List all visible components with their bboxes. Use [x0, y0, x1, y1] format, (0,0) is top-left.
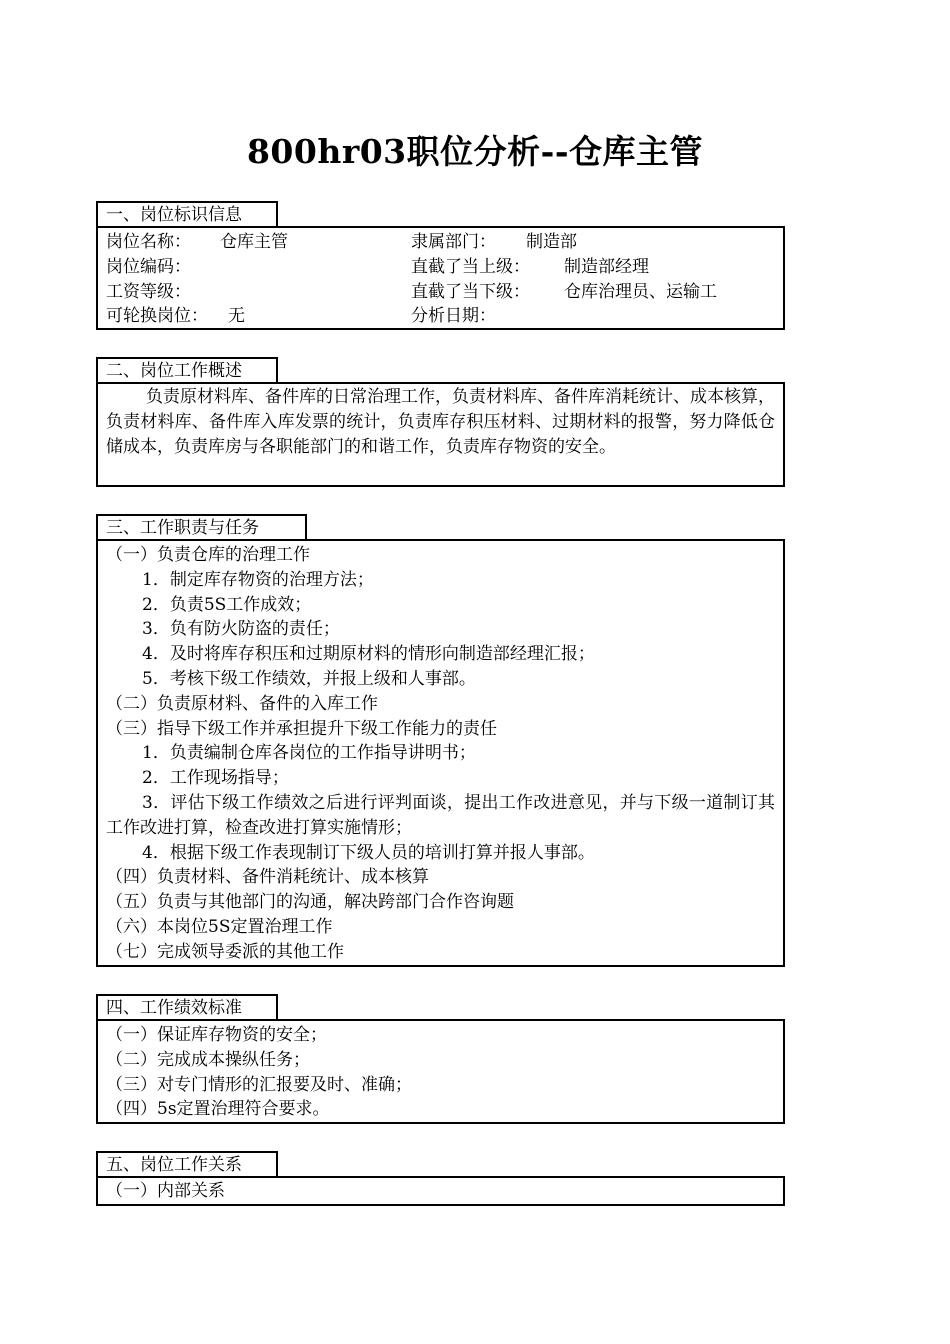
relations-box — [96, 1176, 785, 1206]
overview-box — [96, 382, 785, 487]
info-label: 直截了当下级： — [411, 281, 530, 302]
page-title: 800hr03职位分析--仓库主管 — [246, 132, 704, 171]
duty-subitem: 3．负有防火防盗的责任； — [142, 619, 340, 640]
info-label: 工资等级： — [106, 281, 191, 302]
info-value: 仓库治理员、运输工 — [564, 281, 717, 302]
info-value: 制造部经理 — [564, 256, 649, 277]
performance-item: （三）对专门情形的汇报要及时、准确； — [106, 1074, 412, 1095]
performance-item: （一）保证库存物资的安全； — [106, 1025, 327, 1045]
section-heading-overview: 二、岗位工作概述 — [96, 357, 278, 382]
duty-item: （六）本岗位5S定置治理工作 — [106, 916, 333, 937]
info-label: 隶属部门： — [411, 232, 496, 252]
info-value: 仓库主管 — [220, 232, 288, 252]
info-value: 无 — [228, 306, 245, 327]
duty-item: （三）指导下级工作并承担提升下级工作能力的责任 — [106, 718, 497, 739]
section-heading-relations: 五、岗位工作关系 — [96, 1151, 278, 1176]
duties-box — [96, 539, 785, 967]
info-label: 直截了当上级： — [411, 256, 530, 277]
info-row — [98, 230, 783, 255]
section-heading-duties: 三、工作职责与任务 — [96, 514, 307, 539]
duty-subitem: 4．及时将库存积压和过期原材料的情形向制造部经理汇报； — [142, 644, 595, 665]
duty-subitem: 1．制定库存物资的治理方法； — [142, 569, 374, 590]
info-value: 制造部 — [526, 232, 577, 252]
duty-subitem: 4．根据下级工作表现制订下级人员的培训打算并报人事部。 — [142, 842, 595, 863]
identification-box — [96, 226, 785, 330]
duty-item: （二）负责原材料、备件的入库工作 — [106, 693, 378, 714]
performance-item: （四）5s定置治理符合要求。 — [106, 1099, 330, 1120]
info-label: 可轮换岗位： — [106, 306, 208, 327]
duty-subitem: 2．工作现场指导； — [142, 768, 289, 789]
duty-subitem: 2．负责5S工作成效； — [142, 594, 312, 615]
duty-subitem: 5．考核下级工作绩效，并报上级和人事部。 — [142, 668, 476, 689]
duty-subitem: 3．评估下级工作绩效之后进行评判面谈，提出工作改进意见，并与下级一道制订其工作改进打算，检查改进打算实施情形； — [106, 792, 775, 838]
duty-item: （七）完成领导委派的其他工作 — [106, 941, 344, 962]
relations-item: （一）内部关系 — [106, 1181, 225, 1201]
info-row — [98, 304, 783, 329]
info-label: 分析日期： — [411, 306, 496, 327]
duty-item: （五）负责与其他部门的沟通，解决跨部门合作咨询题 — [106, 892, 514, 913]
performance-item: （二）完成成本操纵任务； — [106, 1049, 310, 1070]
info-label: 岗位名称： — [106, 232, 191, 252]
duty-item: （一）负责仓库的治理工作 — [106, 545, 310, 565]
section-heading-identification: 一、岗位标识信息 — [96, 201, 278, 226]
info-label: 岗位编码： — [106, 256, 191, 277]
performance-box — [96, 1019, 785, 1124]
section-heading-performance: 四、工作绩效标准 — [96, 994, 278, 1019]
duty-subitem: 1．负责编制仓库各岗位的工作指导讲明书； — [142, 743, 476, 764]
duty-item: （四）负责材料、备件消耗统计、成本核算 — [106, 867, 429, 888]
info-row — [98, 255, 783, 280]
info-row — [98, 280, 783, 305]
overview-text: 负责原材料库、备件库的日常治理工作，负责材料库、备件库消耗统计、成本核算，负责材料库、备件库入库发票的统计，负责库存积压材料、过期材料的报警，努力降低仓储成本，负责库房与各职能部门的和谐工作，负责库存物资的安全。 — [106, 387, 775, 458]
